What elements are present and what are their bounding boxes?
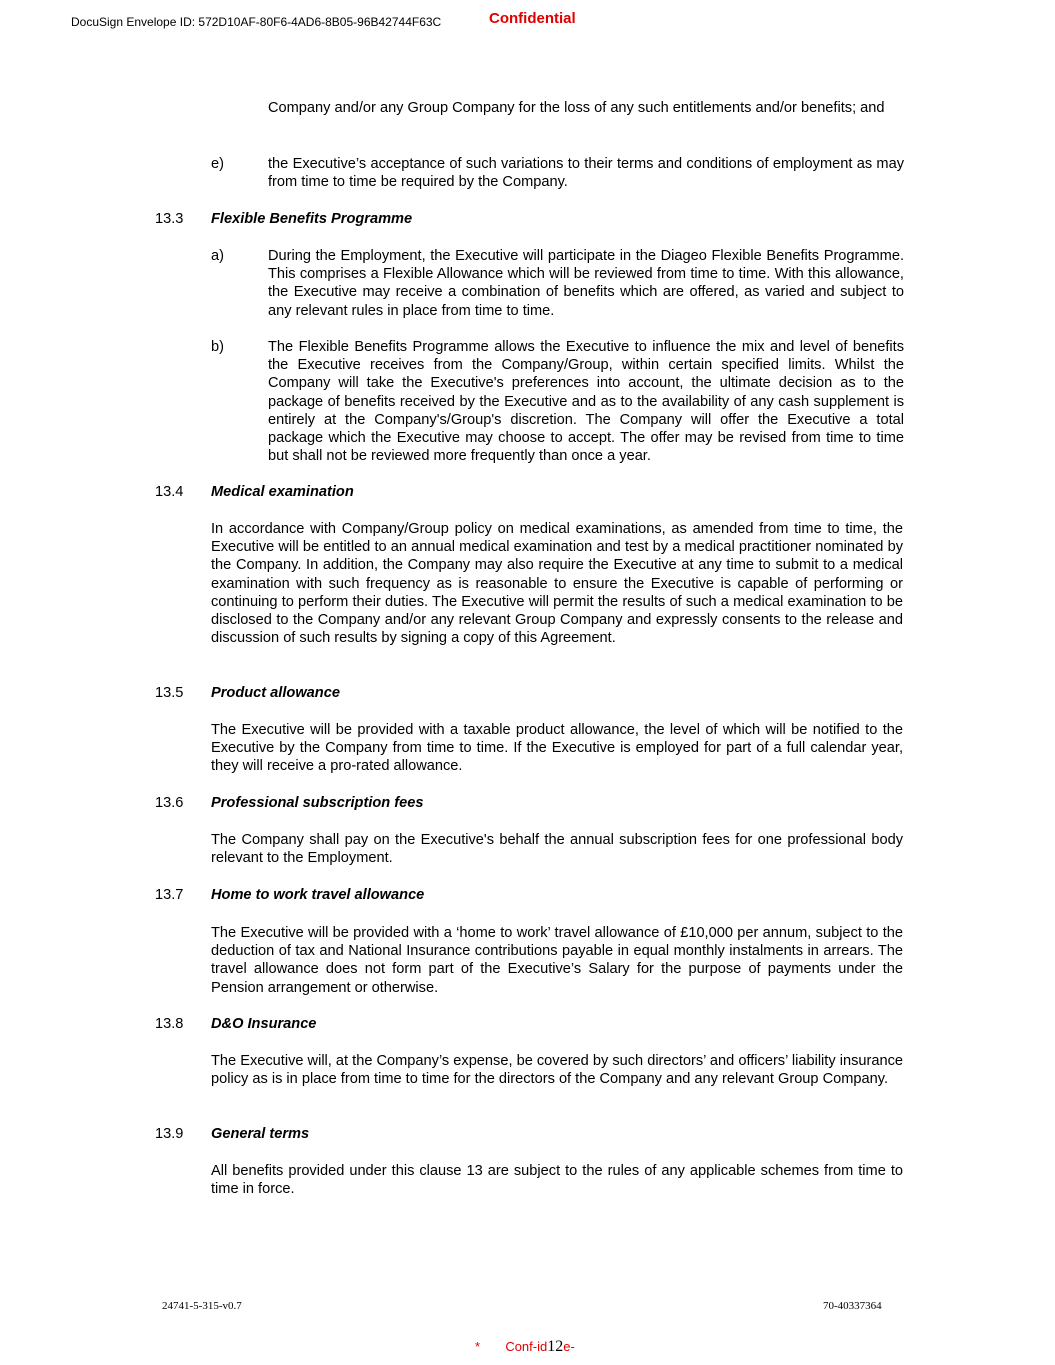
section-body-professional-subscription: The Company shall pay on the Executive's behalf the annual subscription fees for one professional body relevant to the Employment. xyxy=(211,832,903,867)
section-number-13-4: 13.4 xyxy=(155,484,184,500)
section-title-do-insurance: D&O Insurance xyxy=(211,1016,317,1032)
section-number-13-9: 13.9 xyxy=(155,1126,184,1142)
item-e-marker: e) xyxy=(211,156,224,172)
item-e-text: the Executive’s acceptance of such variations to their terms and conditions of employment as may from time to time be required by the Company. xyxy=(268,156,904,191)
docusign-envelope-id: DocuSign Envelope ID: 572D10AF-80F6-4AD6-8B05-96B42744F63C xyxy=(71,15,442,29)
item-b-text: The Flexible Benefits Programme allows the Executive to influence the mix and level of benefits the Executive receives from the Company/Group, within certain specified limits. Whilst the Company will take the Executive's preferences into account, the ultimate decision as to the package of benefits received by the Executive and as to the availability of any cash supplement is entirely at the Company's/Group's discretion. The Company will offer the Executive a total package which the Executive may choose to accept. The offer may be revised from time to time but shall not be reviewed more frequently than once a year. xyxy=(268,339,904,465)
page-number: 12 xyxy=(547,1338,564,1355)
section-number-13-8: 13.8 xyxy=(155,1016,184,1032)
footer-confidential-stamp xyxy=(475,1338,575,1356)
section-title-general-terms: General terms xyxy=(211,1126,310,1142)
item-a-marker: a) xyxy=(211,248,224,264)
section-title-medical-examination: Medical examination xyxy=(211,484,354,500)
footer-stamp-suffix: e- xyxy=(563,1339,575,1354)
confidential-label: Confidential xyxy=(489,10,576,27)
footer-stamp-text: Conf-id xyxy=(505,1339,548,1354)
section-title-flexible-benefits: Flexible Benefits Programme xyxy=(211,211,413,227)
section-body-medical-examination: In accordance with Company/Group policy on medical examinations, as amended from time to time, the Executive will be entitled to an annual medical examination and test by a medical practitioner nominated by the Company. In addition, the Company may also require the Executive at any time to submit to a medical examination with such frequency as is reasonable to ensure the Executive is capable of performing or continuing to perform their duties. The Executive will permit the results of such a medical examination to be disclosed to the Company and/or any relevant Group Company and expressly consents to the release and discussion of such results by signing a copy of this Agreement. xyxy=(211,521,903,647)
section-number-13-7: 13.7 xyxy=(155,887,184,903)
section-body-product-allowance: The Executive will be provided with a taxable product allowance, the level of which will be notified to the Executive by the Company from time to time. If the Executive is employed for part of a full calendar year, they will receive a pro-rated allowance. xyxy=(211,722,903,775)
footer-stamp-asterisk: * xyxy=(475,1339,481,1354)
section-number-13-6: 13.6 xyxy=(155,795,184,811)
item-b-marker: b) xyxy=(211,339,224,355)
section-body-do-insurance: The Executive will, at the Company’s expense, be covered by such directors’ and officers’ liability insurance policy as is in place from time to time for the directors of the Company and any relevant Group Company. xyxy=(211,1053,903,1088)
section-title-travel-allowance: Home to work travel allowance xyxy=(211,887,425,903)
footer-doc-number: 70-40337364 xyxy=(823,1300,882,1312)
section-body-travel-allowance: The Executive will be provided with a ‘home to work’ travel allowance of £10,000 per annum, subject to the deduction of tax and National Insurance contributions payable in equal monthly instalments in arrears. The travel allowance does not form part of the Executive’s Salary for the purpose of payments under the Pension arrangement or otherwise. xyxy=(211,925,903,996)
section-number-13-3: 13.3 xyxy=(155,211,184,227)
section-title-product-allowance: Product allowance xyxy=(211,685,340,701)
footer-doc-reference: 24741-5-315-v0.7 xyxy=(162,1300,242,1312)
section-number-13-5: 13.5 xyxy=(155,685,184,701)
item-a-text: During the Employment, the Executive will participate in the Diageo Flexible Benefits Programme. This comprises a Flexible Allowance which will be reviewed from time to time. With this allowance, the Executive may receive a combination of benefits which are offered, as varied and subject to any relevant rules in place from time to time. xyxy=(268,248,904,319)
section-title-professional-subscription: Professional subscription fees xyxy=(211,795,424,811)
section-body-general-terms: All benefits provided under this clause 13 are subject to the rules of any applicable schemes from time to time in force. xyxy=(211,1163,903,1198)
continuation-paragraph: Company and/or any Group Company for the loss of any such entitlements and/or benefits; and xyxy=(268,100,885,116)
